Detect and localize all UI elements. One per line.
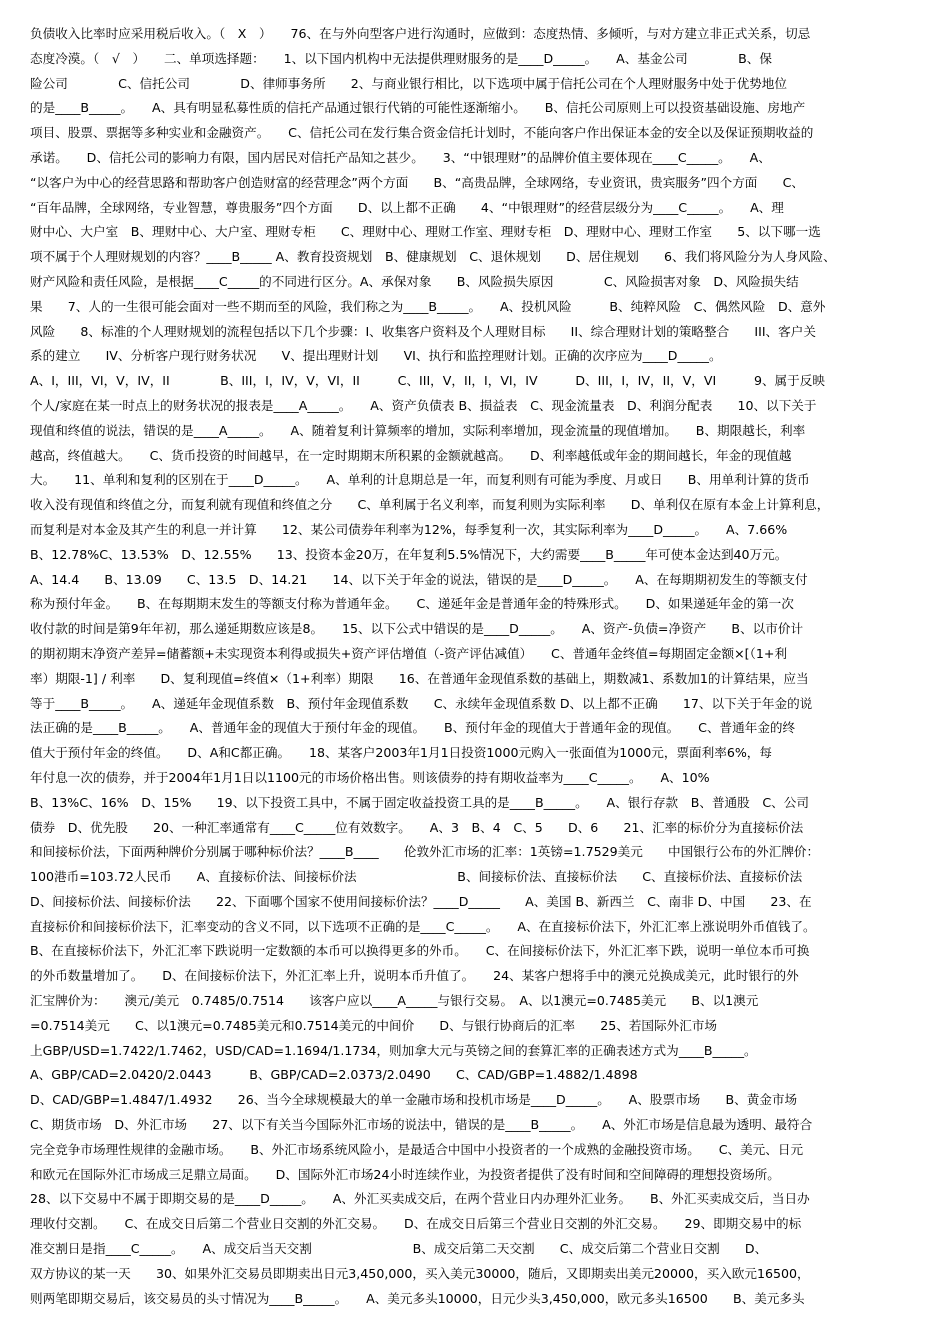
text-line: 债券 D、优先股 20、一种汇率通常有____C_____位有效数字。 A、3 B、4 C、5 D、6 21、汇率的标价分为直接标价法 [30,819,804,835]
text-line: A、14.4 B、13.09 C、13.5 D、14.21 14、以下关于年金的说法，错误的是____D_____。 A、在每期期初发生的等额支付 [30,571,808,587]
text-line: D、间接标价法、间接标价法 22、下面哪个国家不使用间接标价法？____D_____ A、美国 B、新西兰 C、南非 D、中国 23、在 [30,893,812,909]
text-line: 险公司 C、信托公司 D、律师事务所 2、与商业银行相比，以下选项中属于信托公司在个人理财服务中处于优势地位 [30,75,787,91]
text-line: 和间接标价法，下面两种牌价分别属于哪种标价法？____B____ 伦敦外汇市场的汇率：1英镑=1.7529美元 中国银行公布的外汇牌价： [30,844,820,860]
text-line: C、期货市场 D、外汇市场 27、以下有关当今国际外汇市场的说法中，错误的是____B_____。 A、外汇市场是信息最为透明、最符合 [30,1117,813,1133]
text-line: 直接标价和间接标价法下，汇率变动的含义不同，以下选项不正确的是____C_____。 A、在直接标价法下，外汇汇率上涨说明外币值钱了。 [30,918,816,934]
text-line: =0.7514美元 C、以1澳元=0.7485美元和0.7514美元的中间价 D、与银行协商后的汇率 25、若国际外汇市场 [30,1017,717,1033]
text-line: 收付款的时间是第9年年初，那么递延期数应该是8。 15、以下公式中错误的是____D_____。 A、资产-负债=净资产 B、以市价计 [30,621,804,637]
text-line: 率）期限-1] / 利率 D、复利现值=终值×（1+利率）期限 16、在普通年金现值系数的基础上，期数减1、系数加1的计算结果，应当 [30,670,809,686]
text-line: 态度冷漠。（ √ ） 二、单项选择题： 1、以下国内机构中无法提供理财服务的是____D_____。 A、基金公司 B、保 [30,50,772,66]
text-line: A、GBP/CAD=2.0420/2.0443 B、GBP/CAD=2.0373/2.0490 C、CAD/GBP=1.4882/1.4898 [30,1067,638,1083]
text-line: B、12.78%C、13.53% D、12.55% 13、投资本金20万，在年复利5.5%情况下，大约需要____B_____年可使本金达到40万元。 [30,546,788,562]
text-line: 的期初期末净资产差异=储蓄额+未实现资本利得或损失+资产评估增值（-资产评估减值） C、普通年金终值=每期固定金额×[（1+利 [30,645,788,661]
text-line: 等于____B_____。 A、递延年金现值系数 B、预付年金现值系数 C、永续年金现值系数 D、以上都不正确 17、以下关于年金的说 [30,695,813,711]
text-line: 100港币=103.72人民币 A、直接标价法、间接标价法 B、间接标价法、直接标价法 C、直接标价法、直接标价法 [30,869,803,885]
text-line: 风险 8、标准的个人理财规划的流程包括以下几个步骤：I、收集客户资料及个人理财目标 II、综合理财计划的策略整合 III、客户关 [30,323,816,339]
text-line: 上GBP/USD=1.7422/1.7462，USD/CAD=1.1694/1.1734，则加拿大元与英镑之间的套算汇率的正确表述方式为____B_____。 [30,1042,757,1058]
text-line: 大。 11、单利和复利的区别在于____D_____。 A、单利的计息期总是一年，而复利则有可能为季度、月或日 B、用单利计算的货币 [30,472,810,488]
text-line: 个人/家庭在某一时点上的财务状况的报表是____A_____。 A、资产负债表 B、损益表 C、现金流量表 D、利润分配表 10、以下关于 [30,397,817,413]
text-line: 完全竞争市场理性规律的金融市场。 B、外汇市场系统风险小，是最适合中国中小投资者的一个成熟的金融投资市场。 C、美元、日元 [30,1141,804,1157]
text-line: 项不属于个人理财规划的内容？____B_____ A、教育投资规划 B、健康规划 C、退休规划 D、居住规划 6、我们将风险分为人身风险、 [30,249,836,265]
text-line: “以客户为中心的经营思路和帮助客户创造财富的经营理念”两个方面 B、“高贵品牌，全球网络，专业资讯，贵宾服务”四个方面 C、 [30,174,804,190]
text-line: B、13%C、16% D、15% 19、以下投资工具中，不属于固定收益投资工具的是____B_____。 A、银行存款 B、普通股 C、公司 [30,794,809,810]
text-line: 承诺。 D、信托公司的影响力有限，国内居民对信托产品知之甚少。 3、“中银理财”的品牌价值主要体现在____C_____。 A、 [30,149,771,165]
text-line: 的外币数量增加了。 D、在间接标价法下，外汇汇率上升，说明本币升值了。 24、某客户想将手中的澳元兑换成美元，此时银行的外 [30,968,799,984]
text-line [30,1311,932,1336]
text-line: 法正确的是____B_____。 A、普通年金的现值大于预付年金的现值。 B、预付年金的现值大于普通年金的现值。 C、普通年金的终 [30,720,796,736]
text-line: 年付息一次的债券，并于2004年1月1日以1100元的市场价格出售。则该债券的持有期收益率为____C_____。 A、10% [30,769,710,785]
text-line: 项目、股票、票据等多种实业和金融资产。 C、信托公司在发行集合资金信托计划时，不能向客户作出保证本金的安全以及保证预期收益的 [30,125,814,141]
text-line: 果 7、人的一生很可能会面对一些不期而至的风险，我们称之为____B_____。 A、投机风险 B、纯粹风险 C、偶然风险 D、意外 [30,298,826,314]
text-line: 则两笔即期交易后，该交易员的头寸情况为____B_____。 A、美元多头10000，日元少头3,450,000，欧元多头16500 B、美元多头 [30,1290,805,1306]
text-line: 负债收入比率时应采用税后收入。（ X ） 76、在与外向型客户进行沟通时，应做到：态度热情、多倾听，与对方建立非正式关系，切忌 [30,26,811,41]
text-line: 收入没有现值和终值之分，而复利就有现值和终值之分 C、单利属于名义利率，而复利则为实际利率 D、单利仅在原有本金上计算利息， [30,497,830,513]
text-line: 双方协议的某一天 30、如果外汇交易员即期卖出日元3,450,000，买入美元30000，随后，又即期卖出美元20000，买入欧元16500， [30,1265,810,1281]
text-line: 称为预付年金。 B、在每期期末发生的等额支付称为普通年金。 C、递延年金是普通年金的特殊形式。 D、如果递延年金的第一次 [30,596,794,612]
text-line: 现值和终值的说法，错误的是____A_____。 A、随着复利计算频率的增加，实际利率增加，现金流量的现值增加。 B、期限越长，利率 [30,422,806,438]
text-line: 28、以下交易中不属于即期交易的是____D_____。 A、外汇买卖成交后，在两个营业日内办理外汇业务。 B、外汇买卖成交后，当日办 [30,1191,810,1207]
text-line: 的是____B_____。 A、具有明显私募性质的信托产品通过银行代销的可能性逐渐缩小。 B、信托公司原则上可以投资基础设施、房地产 [30,100,806,116]
text-line: 值大于预付年金的终值。 D、A和C都正确。 18、某客户2003年1月1日投资1000元购入一张面值为1000元，票面利率6%，每 [30,745,772,761]
text-line: 越高，终值越大。 C、货币投资的时间越早，在一定时期期末所积累的金额就越高。 D、利率越低或年金的期间越长，年金的现值越 [30,447,792,463]
text-line: B、在直接标价法下，外汇汇率下跌说明一定数额的本币可以换得更多的外币。 C、在间接标价法下，外汇汇率下跌，说明一单位本币可换 [30,943,810,959]
text-line: A、I，III，VI，V，IV，II B、III，I，IV，V，VI，II C、III，V，II，I，VI，IV D、III，I，IV，II，V，VI 9、属于反映 [30,373,825,389]
text-line: “百年品牌，全球网络，专业智慧，尊贵服务”四个方面 D、以上都不正确 4、“中银理财”的经营层级分为____C_____。 A、理 [30,199,784,215]
text-line: 财产风险和责任风险，是根据____C_____的不同进行区分。A、承保对象 B、风险损失原因 C、风险损害对象 D、风险损失结 [30,273,799,289]
text-line: 理收付交割。 C、在成交日后第二个营业日交割的外汇交易。 D、在成交日后第三个营业日交割的外汇交易。 29、即期交易中的标 [30,1216,802,1232]
text-line: 准交割日是指____C_____。 A、成交后当天交割 B、成交后第二天交割 C、成交后第二个营业日交割 D、 [30,1241,768,1257]
text-line: 而复利是对本金及其产生的利息一并计算 12、某公司债券年利率为12%，每季复利一次，其实际利率为____D_____。 A、7.66% [30,521,788,537]
text-line: 汇宝牌价为： 澳元/美元 0.7485/0.7514 该客户应以____A_____与银行交易。 A、以1澳元=0.7485美元 B、以1澳元 [30,993,759,1009]
text-line: D、CAD/GBP=1.4847/1.4932 26、当今全球规模最大的单一金融市场和投机市场是____D_____。 A、股票市场 B、黄金市场 [30,1092,798,1108]
text-line: 系的建立 IV、分析客户现行财务状况 V、提出理财计划 VI、执行和监控理财计划。正确的次序应为____D_____。 [30,348,722,364]
text-line: 财中心、大户室 B、理财中心、大户室、理财专柜 C、理财中心、理财工作室、理财专柜 D、理财中心、理财工作室 5、以下哪一选 [30,224,821,240]
text-line: 和欧元在国际外汇市场成三足鼎立局面。 D、国际外汇市场24小时连续作业，为投资者提供了没有时间和空间障碍的理想投资场所。 [30,1166,780,1182]
